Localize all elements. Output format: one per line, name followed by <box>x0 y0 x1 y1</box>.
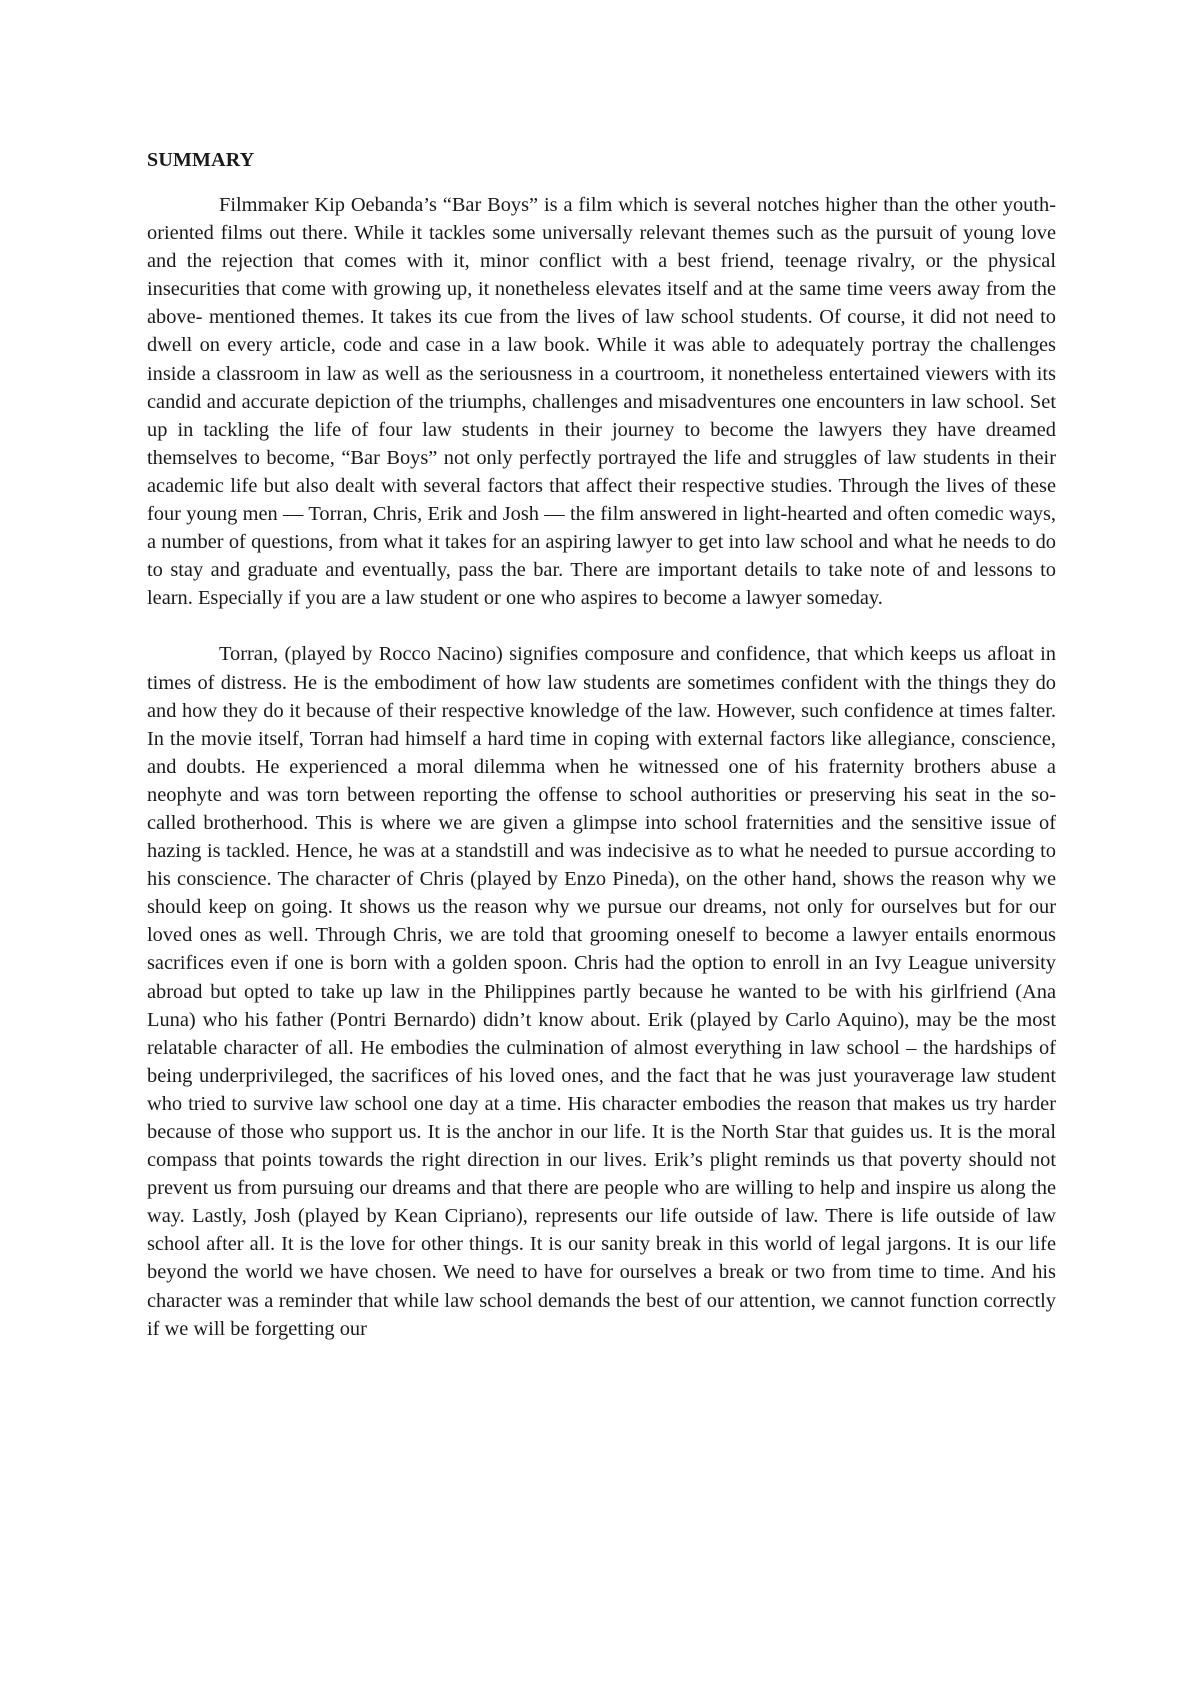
summary-heading: SUMMARY <box>147 149 255 171</box>
paragraph-characters: Torran, (played by Rocco Nacino) signifies composure and confidence, that which keeps us afloat in times of distress. He is the embodiment of how law students are sometimes confident with the things they do and how they do it because of their respective knowledge of the law. However, such confidence at times falter. In the movie itself, Torran had himself a hard time in coping with external factors like allegiance, conscience, and doubts. He experienced a moral dilemma when he witnessed one of his fraternity brothers abuse a neophyte and was torn between reporting the offense to school authorities or preserving his seat in the so-called brotherhood. This is where we are given a glimpse into school fraternities and the sensitive issue of hazing is tackled. Hence, he was at a standstill and was indecisive as to what he needed to pursue according to his conscience. The character of Chris (played by Enzo Pineda), on the other hand, shows the reason why we should keep on going. It shows us the reason why we pursue our dreams, not only for ourselves but for our loved ones as well. Through Chris, we are told that grooming oneself to become a lawyer entails enormous sacrifices even if one is born with a golden spoon. Chris had the option to enroll in an Ivy League university abroad but opted to take up law in the Philippines partly because he wanted to be with his girlfriend (Ana Luna) who his father (Pontri Bernardo) didn’t know about. Erik (played by Carlo Aquino), may be the most relatable character of all. He embodies the culmination of almost everything in law school – the hardships of being underprivileged, the sacrifices of his loved ones, and the fact that he was just youraverage law student who tried to survive law school one day at a time. His character embodies the reason that makes us try harder because of those who support us. It is the anchor in our life. It is the North Star that guides us. It is the moral compass that points towards the right direction in our lives. Erik’s plight reminds us that poverty should not prevent us from pursuing our dreams and that there are people who are willing to help and inspire us along the way. Lastly, Josh (played by Kean Cipriano), represents our life outside of law. There is life outside of law school after all. It is the love for other things. It is our sanity break in this world of legal jargons. It is our life beyond the world we have chosen. We need to have for ourselves a break or two from time to time. And his character was a reminder that while law school demands the best of our attention, we cannot function correctly if we will be forgetting our <box>147 643 1056 1340</box>
document-body <box>147 146 1056 1343</box>
paragraph-intro: Filmmaker Kip Oebanda’s “Bar Boys” is a film which is several notches higher than the other youth-oriented films out there. While it tackles some universally relevant themes such as the pursuit of young love and the rejection that comes with it, minor conflict with a best friend, teenage rivalry, or the physical insecurities that come with growing up, it nonetheless elevates itself and at the same time veers away from the above- mentioned themes. It takes its cue from the lives of law school students. Of course, it did not need to dwell on every article, code and case in a law book. While it was able to adequately portray the challenges inside a classroom in law as well as the seriousness in a courtroom, it nonetheless entertained viewers with its candid and accurate depiction of the triumphs, challenges and misadventures one encounters in law school. Set up in tackling the life of four law students in their journey to become the lawyers they have dreamed themselves to become, “Bar Boys” not only perfectly portrayed the life and struggles of law students in their academic life but also dealt with several factors that affect their respective studies. Through the lives of these four young men — Torran, Chris, Erik and Josh — the film answered in light-hearted and often comedic ways, a number of questions, from what it takes for an aspiring lawyer to get into law school and what he needs to do to stay and graduate and eventually, pass the bar. There are important details to take note of and lessons to learn. Especially if you are a law student or one who aspires to become a lawyer someday. <box>147 194 1056 610</box>
